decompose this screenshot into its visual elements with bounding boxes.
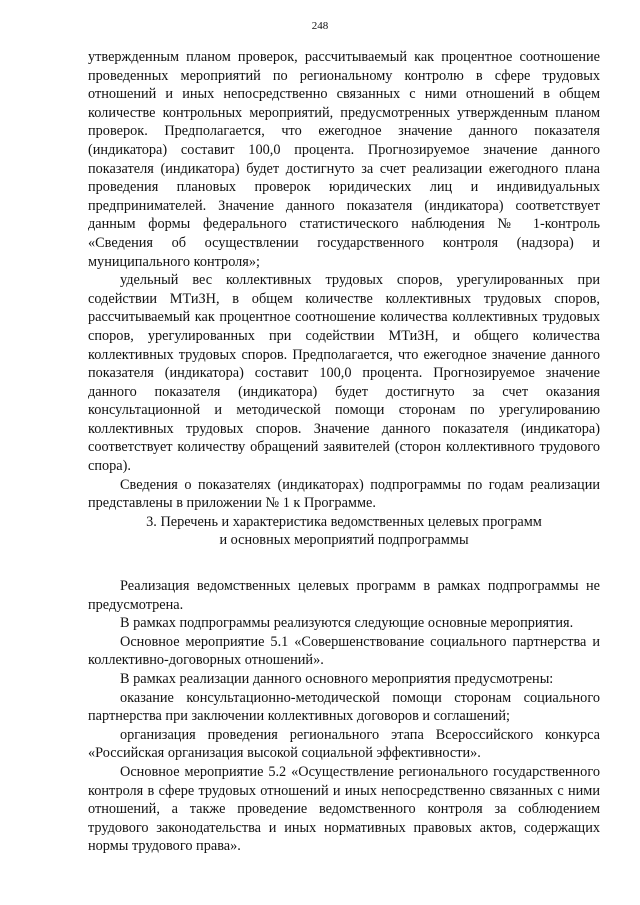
section-heading	[88, 513, 600, 550]
paragraph-programs-not-planned: Реализация ведомственных целевых программ в рамках подпрограммы не предусмотрена.	[88, 578, 600, 613]
paragraph-main-activities-intro: В рамках подпрограммы реализуются следующие основные мероприятия.	[120, 615, 574, 632]
list-item-consulting-help: оказание консультационно-методической помощи сторонам социального партнерства при заключении коллективных договоров и соглашений;	[88, 689, 600, 725]
page-number: 248	[311, 20, 329, 32]
paragraph-activity-provisions: В рамках реализации данного основного мероприятия предусмотрены:	[120, 671, 554, 687]
list-item-contest-organization: организация проведения регионального этапа Всероссийского конкурса «Российская организация высокой социальной эффективности».	[88, 726, 600, 762]
paragraph-activity-5-1: Основное мероприятие 5.1 «Совершенствование социального партнерства и коллективно-договорных отношений».	[88, 633, 600, 669]
section-heading-line2: и основных мероприятий подпрограммы	[219, 532, 469, 549]
paragraph-collective-disputes: удельный вес коллективных трудовых споров, урегулированных при содействии МТиЗН, в общем количестве коллективных трудовых споров, рассчитываемый как процентное соотношение количества коллективных трудовых споров, урегулированных при содействии МТиЗН, и общего количества коллективных трудовых споров. Предполагается, что ежегодное значение данного показателя (индикатора) составит 100,0 процента. Прогнозируемое значение данного показателя (индикатора) будет достигнуто за счет оказания консультационной и методической помощи сторонам по урегулированию коллективных трудовых споров. Значение данного показателя (индикатора) соответствует количеству обращений заявителей (сторон коллективного трудового спора).	[88, 272, 600, 475]
paragraph-indicators-info: Сведения о показателях (индикаторах) подпрограммы по годам реализации представлены в приложении № 1 к Программе.	[88, 476, 600, 512]
paragraph-activity-5-2: Основное мероприятие 5.2 «Осуществление регионального государственного контроля в сфере трудовых отношений и иных непосредственно связанных с ними отношений, а также проведение ведомственного контроля за соблюдением трудового законодательства и иных нормативных правовых актов, содержащих нормы трудового права».	[88, 763, 600, 855]
document-body	[88, 48, 600, 856]
paragraph-continued: утвержденным планом проверок, рассчитываемый как процентное соотношение проведенных мероприятий по региональному контролю в сфере трудовых отношений и иных непосредственно связанных с ними отношений в общем количестве контрольных мероприятий, предусмотренных утвержденным планом проверок. Предполагается, что ежегодное значение данного показателя (индикатора) составит 100,0 процента. Прогнозируемое значение данного показателя (индикатора) будет достигнуто за счет реализации ежегодного плана проведения плановых проверок юридических лиц и индивидуальных предпринимателей. Значение данного показателя (индикатора) соответствует данным формы федерального статистического наблюдения № 1-контроль «Сведения об осуществлении государственного контроля (надзора) и муниципального контроля»;	[88, 49, 600, 270]
section-heading-line1: 3. Перечень и характеристика ведомственных целевых программ	[146, 513, 542, 530]
